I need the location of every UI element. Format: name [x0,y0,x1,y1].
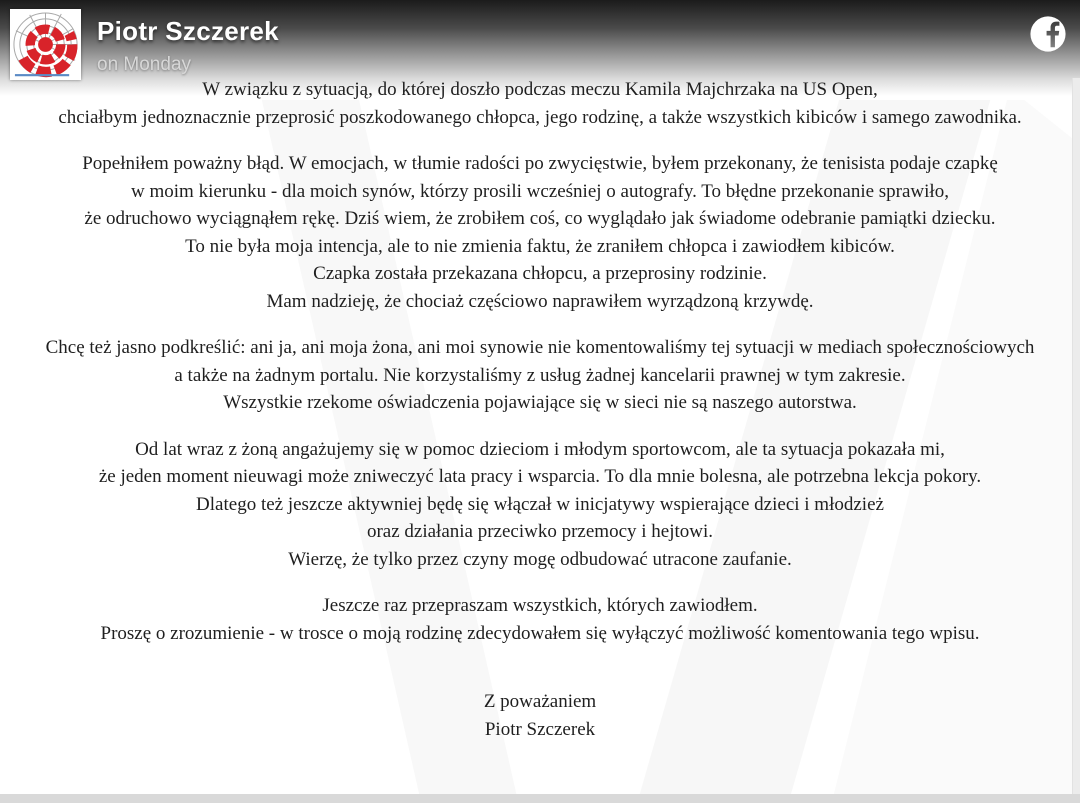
post-line: że jeden moment nieuwagi może zniweczyć lata pracy i wsparcia. To dla mnie bolesna, ale potrzebna lekcja pokory. [98,466,982,487]
post-line: chciałbym jednoznacznie przeprosić poszkodowanego chłopca, jego rodzinę, a także wszystkich kibiców i samego zawodnika. [58,106,1022,128]
post-line: oraz działania przeciwko przemocy i hejtowi. [366,521,714,542]
post-paragraph [22,436,1058,574]
post-line: W związku z sytuacją, do której doszło podczas meczu Kamila Majchrzaka na US Open, [202,79,878,100]
post-line: Czapka została przekazana chłopcu, a przeprosiny rodzinie. [313,263,767,284]
post-line: Jeszcze raz przepraszam wszystkich, których zawiodłem. [322,595,758,616]
author-name[interactable]: Piotr Szczerek [97,16,279,46]
post-line: a także na żadnym portalu. Nie korzystaliśmy z usług żadnej kancelarii prawnej w tym zakresie. [174,364,906,386]
post-line: Proszę o zrozumienie - w trosce o moją rodzinę zdecydowałem się wyłączyć możliwość komentowania tego wpisu. [100,622,980,644]
post-line: Od lat wraz z żoną angażujemy się w pomoc dzieciom i młodym sportowcom, ale ta sytuacja pokazała mi, [135,438,945,460]
signature-closing: Z poważaniem [483,691,597,712]
post-paragraph [22,76,1058,131]
post-line: Chcę też jasno podkreślić: ani ja, ani moja żona, ani moi synowie nie komentowaliśmy tej sytuacji w mediach społecznościowych [45,337,1035,358]
post-line: Popełniłem poważny błąd. W emocjach, w tłumie radości po zwycięstwie, byłem przekonany, że tenisista podaje czapkę [82,153,998,174]
signature-block [22,688,1058,743]
post-line: To nie była moja intencja, ale to nie zmienia faktu, że zraniłem chłopca i zawiodłem kibiców. [185,235,895,257]
post-paragraph [22,150,1058,315]
post-timestamp: on Monday [97,54,192,75]
post-line: w moim kierunku - dla moich synów, którzy prosili wcześniej o autografy. To błędne przekonanie sprawiło, [131,180,949,202]
post-line: Mam nadzieję, że chociaż częściowo naprawiłem wyrządzoną krzywdę. [266,290,814,312]
bottom-edge-bar [0,794,1080,803]
post-line: Dlatego też jeszcze aktywniej będę się włączał w inicjatywy wspierające dzieci i młodzież [196,493,884,515]
avatar[interactable] [10,9,81,80]
post-paragraph [22,592,1058,647]
brand-logo-icon [10,9,81,80]
post-line: Wszystkie rzekome oświadczenia pojawiające się w sieci nie są naszego autorstwa. [223,392,857,413]
signature-name: Piotr Szczerek [484,718,596,740]
post-line: Wierzę, że tylko przez czyny mogę odbudować utracone zaufanie. [288,548,792,570]
facebook-icon[interactable] [1029,15,1067,53]
scrollbar-track[interactable] [1072,78,1080,794]
post-body [0,76,1080,762]
post-paragraph [22,334,1058,417]
post-line: że odruchowo wyciągnąłem rękę. Dziś wiem, że zrobiłem coś, co wyglądało jak świadome odebranie pamiątki dziecku. [84,208,996,229]
